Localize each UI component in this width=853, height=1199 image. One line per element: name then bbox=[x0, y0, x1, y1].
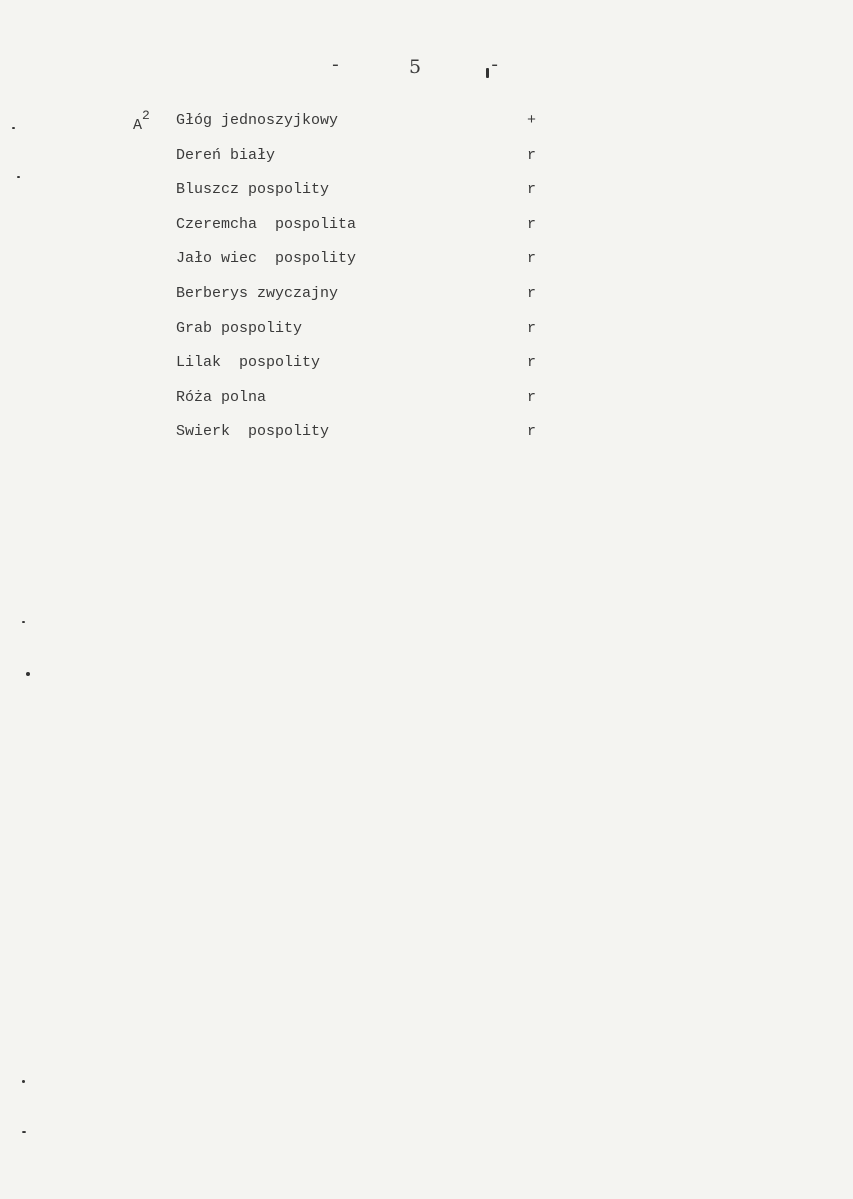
page-number-dash-right: - bbox=[489, 56, 500, 76]
species-abundance: r bbox=[526, 181, 536, 199]
species-list bbox=[176, 110, 536, 456]
page-number: 5 bbox=[408, 56, 422, 78]
species-row bbox=[176, 421, 536, 456]
species-row bbox=[176, 387, 536, 422]
species-name: Dereń biały bbox=[176, 146, 276, 164]
species-name: Głóg jednoszyjkowy bbox=[176, 112, 339, 129]
species-name: Bluszcz pospolity bbox=[176, 181, 330, 199]
species-name: Róża polna bbox=[176, 388, 267, 406]
scan-speck bbox=[22, 1131, 26, 1133]
scan-speck bbox=[17, 176, 20, 178]
section-label bbox=[133, 108, 150, 134]
species-row bbox=[176, 352, 536, 387]
species-name: Swierk pospolity bbox=[176, 423, 330, 441]
species-abundance: + bbox=[526, 112, 536, 129]
species-row bbox=[176, 110, 536, 145]
species-abundance: r bbox=[526, 319, 536, 337]
species-name: Czeremcha pospolita bbox=[176, 215, 357, 233]
scan-speck bbox=[12, 127, 15, 129]
species-row bbox=[176, 248, 536, 283]
species-row bbox=[176, 179, 536, 214]
species-row bbox=[176, 145, 536, 180]
scan-speck bbox=[486, 68, 489, 78]
species-name: Jało wiec pospolity bbox=[176, 250, 357, 268]
species-abundance: r bbox=[526, 284, 536, 302]
species-abundance: r bbox=[526, 146, 536, 164]
species-abundance: r bbox=[526, 215, 536, 233]
section-label-superscript: 2 bbox=[142, 108, 150, 123]
scan-speck bbox=[22, 621, 25, 623]
scan-speck bbox=[26, 672, 30, 676]
scan-speck bbox=[22, 1080, 25, 1083]
species-row bbox=[176, 283, 536, 318]
species-name: Grab pospolity bbox=[176, 319, 303, 337]
page-number-header bbox=[330, 56, 500, 78]
species-abundance: r bbox=[526, 423, 536, 441]
species-row bbox=[176, 214, 536, 249]
species-abundance: r bbox=[526, 388, 536, 406]
species-abundance: r bbox=[526, 250, 536, 268]
species-name: Berberys zwyczajny bbox=[176, 284, 339, 302]
species-abundance: r bbox=[526, 354, 536, 372]
species-name: Lilak pospolity bbox=[176, 354, 321, 372]
species-row bbox=[176, 318, 536, 353]
page-number-dash-left: - bbox=[330, 56, 341, 76]
section-label-base: A bbox=[133, 117, 143, 134]
